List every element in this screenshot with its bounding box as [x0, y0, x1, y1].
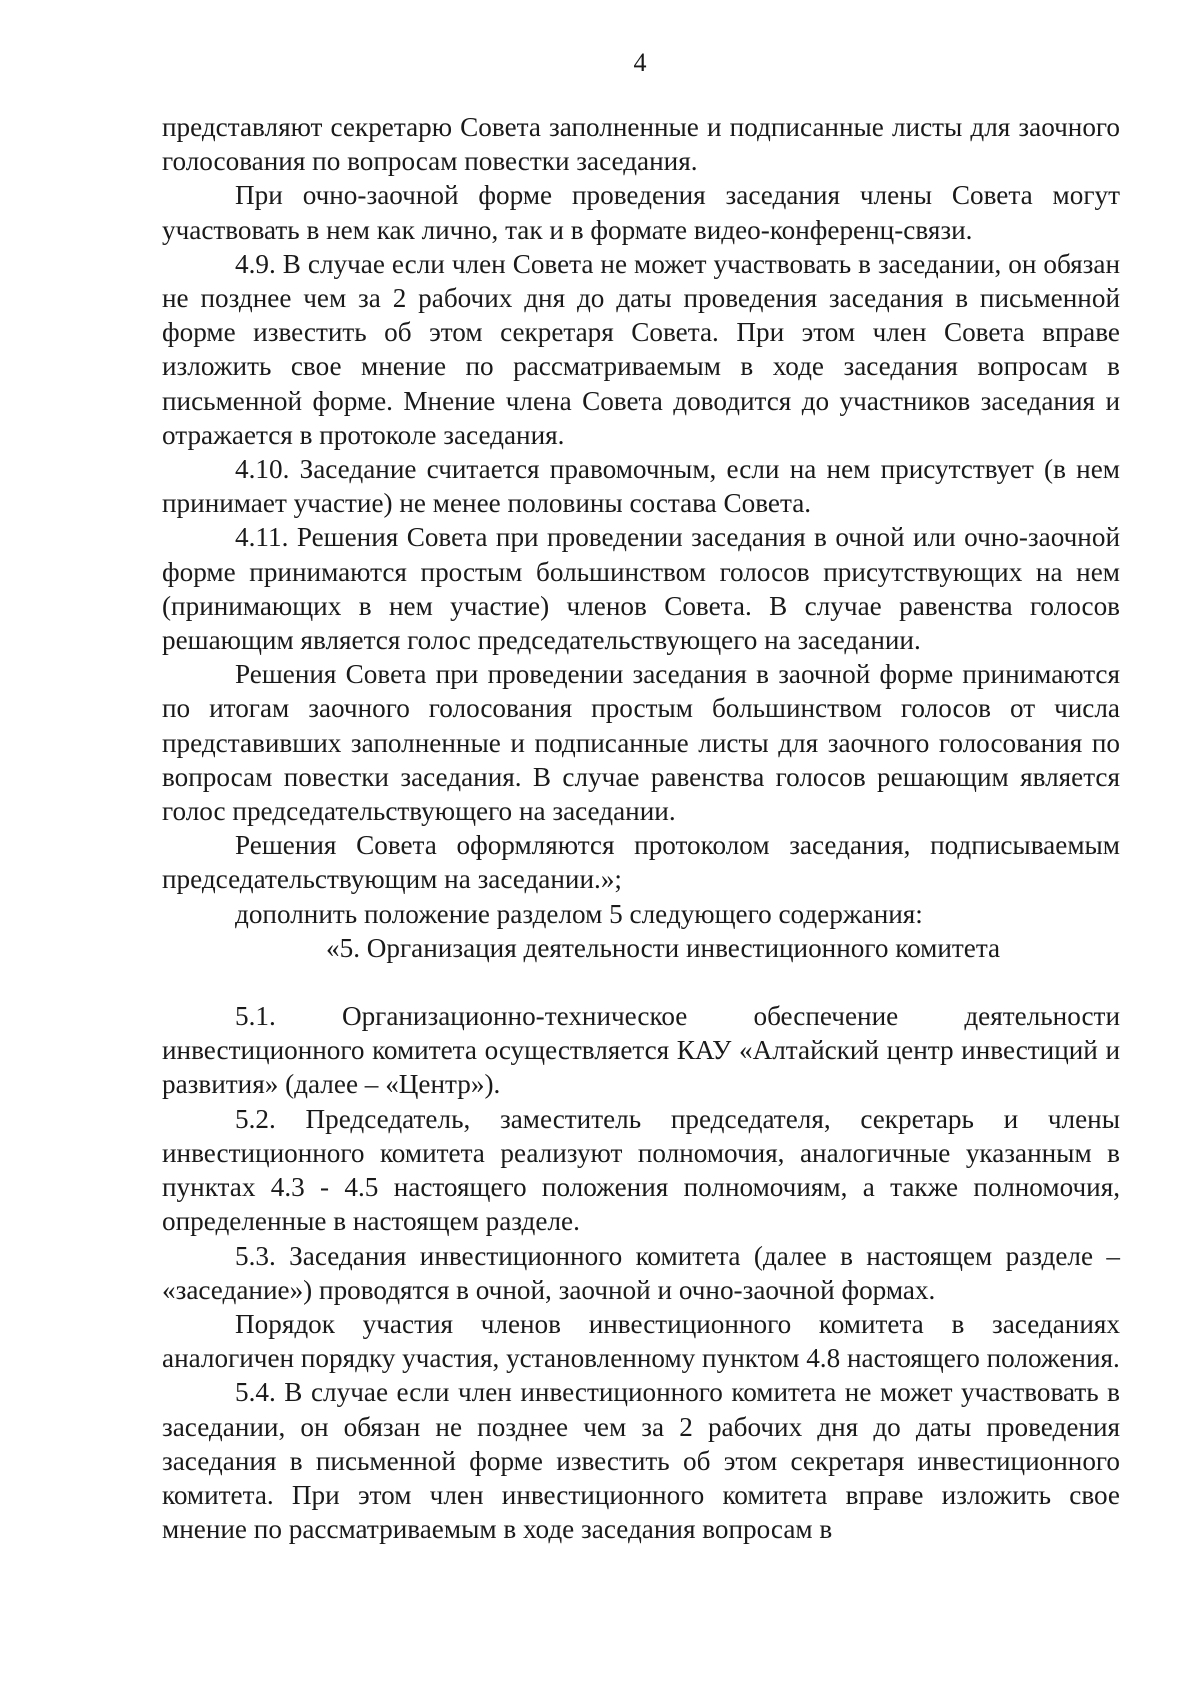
paragraph: Порядок участия членов инвестиционного комитета в заседаниях аналогичен порядку участия, установленному пунктом 4.8 настоящего положения.: [162, 1308, 1120, 1374]
paragraph-4-11: 4.11. Решения Совета при проведении заседания в очной или очно-заочной форме принимаются простым большинством голосов присутствующих на нем (принимающих в нем участие) членов Совета. В случае равенства голосов решающим является голос председательствующего на заседании.: [162, 522, 1120, 656]
section-5-heading: «5. Организация деятельности инвестиционного комитета: [326, 932, 1001, 963]
paragraph: Решения Совета оформляются протоколом заседания, подписываемым председательствующим на заседании.»;: [162, 830, 1120, 895]
document-body: [162, 110, 1120, 1546]
paragraph: Решения Совета при проведении заседания в заочной форме принимаются по итогам заочного голосования простым большинством голосов от числа представивших заполненные и подписанные листы для заочного голосования по вопросам повестки заседания. В случае равенства голосов решающим является голос председательствующего на заседании.: [162, 659, 1120, 827]
paragraph-4-9: 4.9. В случае если член Совета не может участвовать в заседании, он обязан не позднее чем за 2 рабочих дня до даты проведения заседания в письменной форме известить об этом секретаря Совета. При этом член Совета вправе изложить свое мнение по рассматриваемым в ходе заседания вопросам в письменной форме. Мнение члена Совета доводится до участников заседания и отражается в протоколе заседания.: [162, 248, 1120, 450]
paragraph-5-4: 5.4. В случае если член инвестиционного комитета не может участвовать в заседании, он обязан не позднее чем за 2 рабочих дня до даты проведения заседания в письменной форме известить об этом секретаря инвестиционного комитета. При этом член инвестиционного комитета вправе изложить свое мнение по рассматриваемым в ходе заседания вопросам в: [162, 1377, 1120, 1545]
paragraph-5-1: 5.1. Организационно-техническое обеспечение деятельности инвестиционного комитета осуществляется КАУ «Алтайский центр инвестиций и развития» (далее – «Центр»).: [162, 1001, 1120, 1100]
paragraph-continuation: представляют секретарю Совета заполненные и подписанные листы для заочного голосования по вопросам повестки заседания.: [162, 112, 1120, 177]
paragraph-5-3: 5.3. Заседания инвестиционного комитета (далее в настоящем разделе – «заседание») проводятся в очной, заочной и очно-заочной формах.: [162, 1240, 1120, 1305]
page-number: 4: [633, 48, 647, 77]
paragraph-5-2: 5.2. Председатель, заместитель председателя, секретарь и члены инвестиционного комитета реализуют полномочия, аналогичные указанным в пунктах 4.3 - 4.5 настоящего положения полномочиям, а также полномочия, определенные в настоящем разделе.: [162, 1103, 1120, 1237]
paragraph-4-10: 4.10. Заседание считается правомочным, если на нем присутствует (в нем принимает участие) не менее половины состава Совета.: [162, 454, 1120, 519]
paragraph: При очно-заочной форме проведения заседания члены Совета могут участвовать в нем как лично, так и в формате видео-конференц-связи.: [162, 180, 1120, 245]
paragraph-amendment: дополнить положение разделом 5 следующего содержания:: [235, 898, 923, 929]
